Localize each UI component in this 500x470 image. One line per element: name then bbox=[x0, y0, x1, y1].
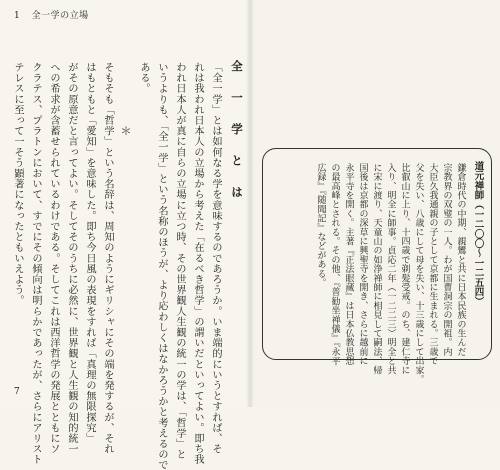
body-line: がその原意だと言ってよい。そしてそのうちに必然に、世界観と人生観の知的統一 bbox=[66, 62, 77, 455]
body-line: テレスに至って一そう顕著になったともいえよう。 bbox=[12, 62, 23, 306]
section-divider-star: ＊ bbox=[119, 125, 132, 137]
biography-line: 宗教界の双璧の一人。わが国曹洞宗の開祖。内 bbox=[441, 163, 452, 357]
body-line: われ日本人が真に自らの立場に立つ時、その世界観人生観の統一の学は、「哲学」と bbox=[174, 62, 185, 460]
body-line: への希求が含蓄せられているわけである。そしてこれは西洋哲学の発展とともにソ bbox=[48, 62, 59, 455]
biography-line: の最高峰とされる。その他、『普勧坐禅儀』『永平 bbox=[329, 163, 340, 366]
chapter-title: 全一学の立場 bbox=[31, 11, 89, 21]
biography-line: 鎌倉時代の中期、親鸞と共に日本民族の生んだ bbox=[455, 163, 466, 357]
body-line: ある。 bbox=[138, 62, 149, 94]
biography-line: 広録』『随聞記』などがある。 bbox=[315, 163, 326, 288]
biography-line: 国後は京都の深草に興聖寺を開き、さらに越前に bbox=[357, 163, 368, 366]
body-line: 「全一学」とは如何なる学を意味するのであろうか。いま端的にいうとすれば、そ bbox=[210, 62, 221, 455]
running-header bbox=[14, 8, 89, 21]
biography-line: に宋に渡り、天童山の如浄禅師に相見して嗣法、帰 bbox=[371, 163, 382, 375]
biography-line: 永平寺を開く。主著『正法眼蔵』は日本仏教思想 bbox=[343, 163, 354, 366]
biography-line: 父を失い、八歳にして母を失い、十三歳にして出家。 bbox=[413, 163, 424, 384]
page-number: 7 bbox=[14, 387, 20, 397]
biography-line: 大臣久我通親の子として京都に生まれる。三歳で bbox=[427, 163, 438, 366]
body-line: クラテス、プラトンにおいて、すでにその傾向は明らかであったが、さらにアリスト bbox=[30, 62, 41, 465]
biography-box bbox=[262, 148, 492, 384]
biography-line: 比叡山に上り、十四歳で剃髪受戒。のち、建仁寺に bbox=[399, 163, 410, 375]
book-gutter bbox=[246, 0, 254, 407]
chapter-number: 1 bbox=[14, 11, 21, 21]
biography-line: 入り、明全に師事。貞応二年（一二二三）明全と共 bbox=[385, 163, 396, 375]
biography-title: 道元禅師（一二〇〇〜一二五四） bbox=[472, 161, 484, 307]
body-line: はもともと「愛知」を意味した。即ち今日風の表現をすれば「真理の無限探究」 bbox=[84, 62, 95, 444]
section-heading: 全 一 学 と は bbox=[230, 60, 244, 201]
body-line: いうよりも、「全一学」という名称のほうが、より応わしくはなかろうかと考えるので bbox=[156, 62, 167, 470]
body-line: そもそも「哲学」という名辞は、周知のようにギリシャにその端を発するが、それ bbox=[102, 62, 113, 455]
body-line: れは我われ日本人の立場から考えた「在るべき哲学」の謂いだといってよい。即ち我 bbox=[192, 62, 203, 465]
